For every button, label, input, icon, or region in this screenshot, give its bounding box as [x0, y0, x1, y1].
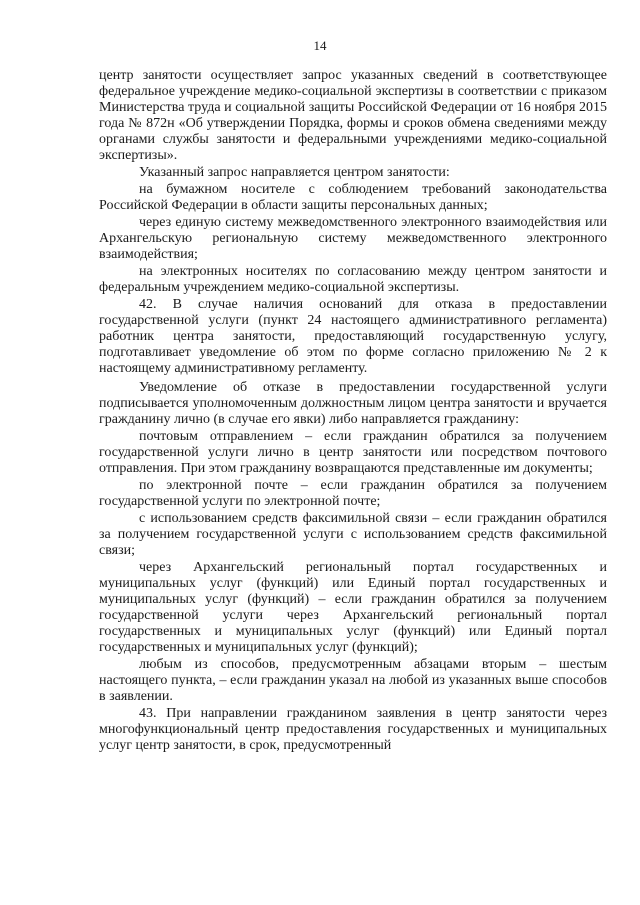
paragraph-13: 43. При направлении гражданином заявления в центр занятости через многофункциональный центр предоставления государственных и муниципальных услуг центр занятости, в срок, предусмотренный: [99, 706, 607, 753]
paragraph-1: центр занятости осуществляет запрос указанных сведений в соответствующее федеральное учреждение медико-социальной экспертизы в соответствии с приказом Министерства труда и социальной защиты Российской Федерации от 16 ноября 2015 года № 872н «Об утверждении Порядка, формы и сроков обмена сведениями между органами службы занятости и федеральными учреждениями медико-социальной экспертизы».: [99, 68, 607, 163]
page-number: 14: [313, 38, 327, 53]
paragraph-3: на бумажном носителе с соблюдением требований законодательства Российской Федерации в области защиты персональных данных;: [99, 182, 607, 213]
paragraph-10: с использованием средств факсимильной связи – если гражданин обратился за получением государственной услуги с использованием средств факсимильной связи;: [99, 511, 607, 558]
paragraph-5: на электронных носителях по согласованию между центром занятости и федеральным учреждением медико-социальной экспертизы.: [99, 264, 607, 295]
paragraph-11: через Архангельский региональный портал государственных и муниципальных услуг (функций) или Единый портал государственных и муниципальных услуг (функций) – если гражданин обратился за получением государственной услуги через Архангельский региональный портал государственных и муниципальных услуг (функций) или Единый портал государственных и муниципальных услуг (функций);: [99, 560, 607, 655]
paragraph-4: через единую систему межведомственного электронного взаимодействия или Архангельскую региональную систему межведомственного электронного взаимодействия;: [99, 215, 607, 262]
paragraph-7: Уведомление об отказе в предоставлении государственной услуги подписывается уполномоченным должностным лицом центра занятости и вручается гражданину лично (в случае его явки) либо направляется гражданину:: [99, 380, 607, 427]
paragraph-8: почтовым отправлением – если гражданин обратился за получением государственной услуги лично в центр занятости или посредством почтового отправления. При этом гражданину возвращаются представленные им документы;: [99, 429, 607, 476]
document-body: [99, 68, 607, 755]
paragraph-6: 42. В случае наличия оснований для отказа в предоставлении государственной услуги (пункт 24 настоящего административного регламента) работник центра занятости, предоставляющий государственную услугу, подготавливает уведомление об этом по форме согласно приложению № 2 к настоящему административному регламенту.: [99, 297, 607, 376]
paragraph-12: любым из способов, предусмотренным абзацами вторым – шестым настоящего пункта, – если гражданин указал на любой из указанных выше способов в заявлении.: [99, 657, 607, 704]
paragraph-2: Указанный запрос направляется центром занятости:: [139, 165, 450, 180]
paragraph-9: по электронной почте – если гражданин обратился за получением государственной услуги по электронной почте;: [99, 478, 607, 509]
